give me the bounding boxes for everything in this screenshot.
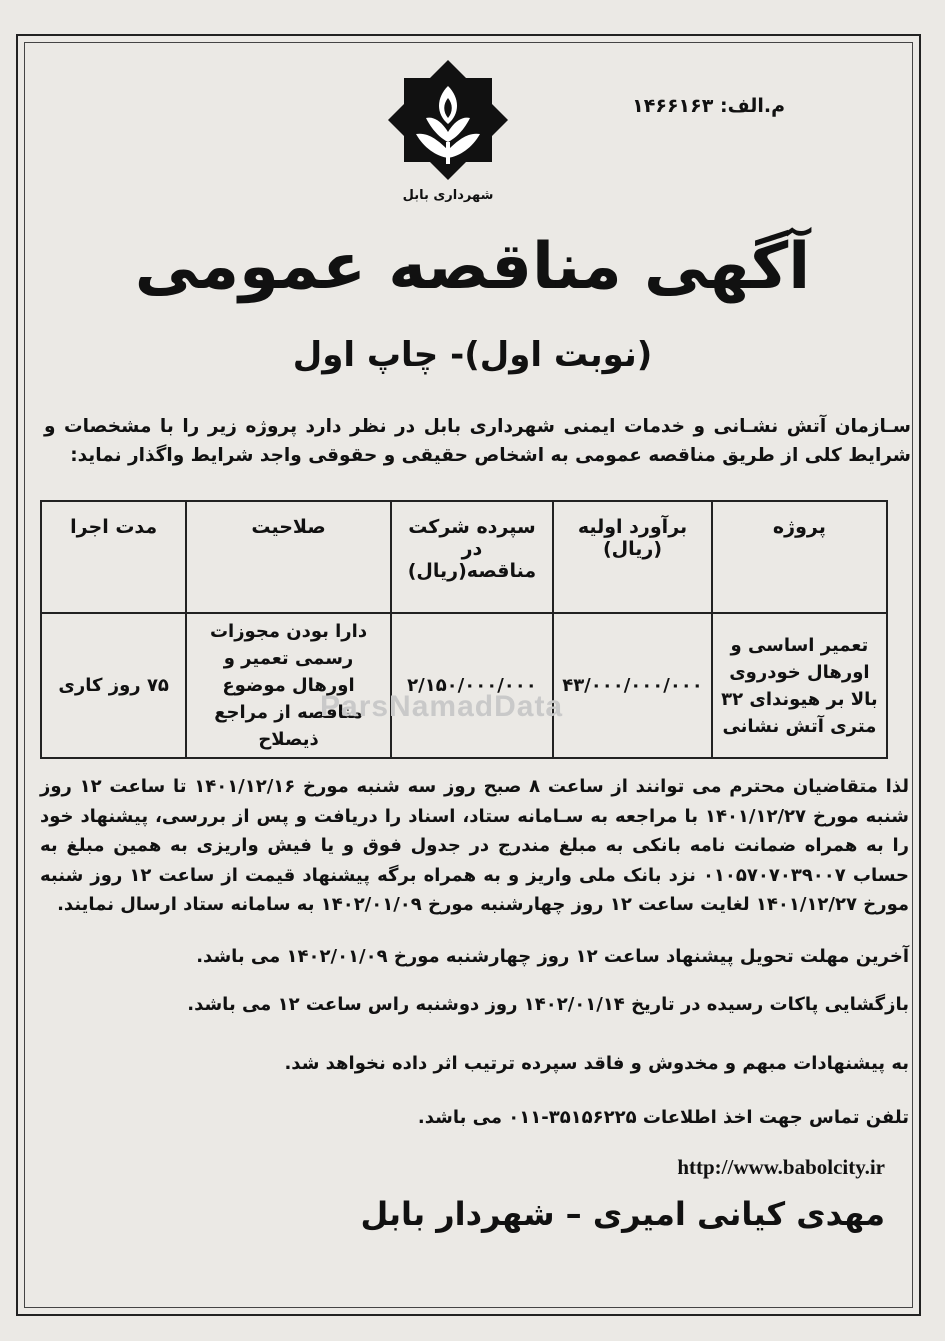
watermark-text: ParsNamadData (320, 690, 564, 723)
logo-caption: شهرداری بابل (402, 188, 494, 203)
paragraph-submission: لذا متقاضیان محترم می توانند از ساعت ۸ صبح روز سه شنبه مورخ ۱۴۰۱/۱۲/۱۶ تا ساعت ۱۲ روز شنبه مورخ ۱۴۰۱/۱۲/۲۷ با مراجعه به سـامانه ستاد، اسناد را دریافت و پس از بررسی، پیشنهاد خود را به همراه ضمانت نامه بانکی به مبلغ مندرج در جدول فوق و یا فیش واریزی به همین مبلغ به حساب ۰۱۰۵۷۰۷۰۳۹۰۰۷ نزد بانک ملی واریز و به همراه برگه پیشنهاد قیمت از ساعت ۱۲ روز شنبه مورخ ۱۴۰۱/۱۲/۲۷ لغایت ساعت ۱۲ روز چهارشنبه مورخ ۱۴۰۲/۰۱/۰۹ به سامانه ستاد ارسال نمایند. (40, 776, 909, 915)
table-row (41, 613, 887, 758)
cell-deposit: ۲/۱۵۰/۰۰۰/۰۰۰ (391, 613, 554, 758)
notice-subtitle: (نوبت اول)- چاپ اول (292, 335, 653, 375)
cell-estimate: ۴۳/۰۰۰/۰۰۰/۰۰۰ (553, 613, 712, 758)
reference-number: م.الف: ۱۴۶۶۱۶۳ (632, 95, 785, 117)
signature: مهدی کیانی امیری – شهردار بابل (360, 1195, 885, 1233)
intro-paragraph: سـازمان آتش نشـانی و خدمات ایمنی شهرداری بابل در نظر دارد پروژه زیر را با مشخصات و شرایط کلی از طریق مناقصه عمومی به اشخاص حقیقی و حقوقی واجد شرایط واگذار نماید: (44, 416, 911, 466)
website-link[interactable]: http://www.babolcity.ir (677, 1155, 885, 1179)
header-estimate: برآورد اولیه (ریال) (553, 501, 712, 613)
header-deposit: سپرده شرکت در مناقصه(ریال) (391, 501, 554, 613)
notice-title: آگهی مناقصه عمومی (134, 230, 811, 304)
cell-project: تعمیر اساسی و اورهال خودروی بالا بر هیوندای ۳۲ متری آتش نشانی (712, 613, 887, 758)
municipality-logo-icon (386, 58, 510, 208)
paragraph-opening: بازگشایی پاکات رسیده در تاریخ ۱۴۰۲/۰۱/۱۴ روز دوشنبه راس ساعت ۱۲ می باشد. (187, 994, 909, 1015)
paragraph-contact: تلفن تماس جهت اخذ اطلاعات ۳۵۱۵۶۲۲۵-۰۱۱ می باشد. (417, 1107, 909, 1128)
cell-qualification: دارا بودن مجوزات رسمی تعمیر و اورهال موضوع مناقصه از مراجع ذیصلاح (186, 613, 390, 758)
header-duration: مدت اجرا (41, 501, 186, 613)
paragraph-rejection: به پیشنهادات مبهم و مخدوش و فاقد سپرده ترتیب اثر داده نخواهد شد. (284, 1053, 909, 1074)
header-qualification: صلاحیت (186, 501, 390, 613)
table-header-row (41, 501, 887, 613)
paragraph-deadline: آخرین مهلت تحویل پیشنهاد ساعت ۱۲ روز چهارشنبه مورخ ۱۴۰۲/۰۱/۰۹ می باشد. (196, 946, 909, 967)
cell-duration: ۷۵ روز کاری (41, 613, 186, 758)
header-project: پروژه (712, 501, 887, 613)
